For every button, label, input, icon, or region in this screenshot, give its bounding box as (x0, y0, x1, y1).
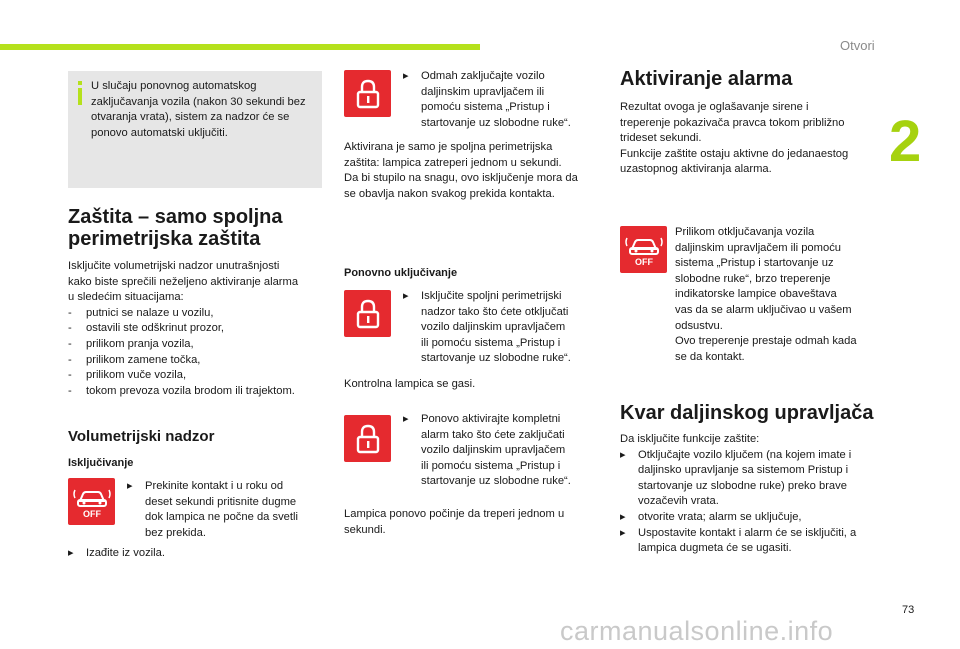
section-heading-perimeter: Zaštita – samo spoljna perimetrijska zaštita (68, 206, 283, 250)
arrow-bullet-icon: ▸ (403, 290, 409, 302)
step-reactivate: ▸ Ponovo aktivirajte kompletni alarm tako što ćete zaključati vozilo daljinskim upravljačem ili pomoću sistema „Pristup i startovanje uz slobodne ruke“. (403, 413, 571, 488)
list-item: - putnici se nalaze u vozilu, (68, 306, 214, 319)
arrow-bullet-icon: ▸ (127, 480, 133, 492)
list-item: ▸ Otključajte vozilo ključem (na kojem imate i daljinsko upravljanje sa sistemom Pristup i startovanje uz slobodne ruke) preko brave vozačevih vrata. (620, 448, 852, 508)
note-lamp-blink: Lampica ponovo počinje da treperi jednom u sekundi. (344, 508, 565, 536)
arrow-bullet-icon: ▸ (620, 510, 626, 523)
section-heading-alarm: Aktiviranje alarma (620, 68, 793, 90)
padlock-icon (344, 415, 391, 462)
page-number: 73 (902, 604, 915, 616)
svg-text:OFF: OFF (634, 256, 653, 267)
perimeter-active-text: Aktivirana je samo je spoljna perimetrijska zaštita: lampica zatreperi jednom u sekundi. Da bi stupilo na snagu, ovo isključenje mora da se obavlja nakon svakog prekida kontakta. (344, 141, 578, 200)
remote-failure-text: Da isključite funkcije zaštite: ▸ Otključajte vozilo ključem (na kojem imate i daljinsko upravljanje sa sistemom Pristup i startovanje uz slobodne ruke) preko brave vozačevih vrata. ▸ otvorite vrata; alarm se uključuje, ▸ Uspostavite kontakt i alarm će se isključiti, a lampica dugmeta će se ugasiti. (620, 432, 890, 557)
step-lock-now: ▸ Odmah zaključajte vozilo daljinskim upravljačem ili pomoću sistema „Pristup i startovanje uz slobodne ruke“. (403, 70, 571, 129)
label-reactivate: Ponovno uključivanje (344, 267, 458, 279)
subheading-volumetric: Volumetrijski nadzor (68, 428, 215, 445)
list-item: - prilikom zamene točka, (68, 353, 201, 366)
car-alarm-off-icon (620, 226, 667, 273)
step-exit: ▸ Izađite iz vozila. (68, 546, 328, 562)
section-title: Otvori (840, 38, 875, 53)
list-item: - ostavili ste odškrinut prozor, (68, 322, 225, 335)
note-lamp-off: Kontrolna lampica se gasi. (344, 378, 476, 390)
watermark: carmanualsonline.info (560, 616, 834, 646)
arrow-bullet-icon: ▸ (620, 448, 626, 461)
list-item: ▸ Uspostavite kontakt i alarm će se isključiti, a lampica dugmeta će se ugasiti. (620, 526, 857, 555)
section-heading-remote-failure: Kvar daljinskog upravljača (620, 402, 874, 424)
padlock-icon (344, 290, 391, 337)
list-item: - tokom prevoza vozila brodom ili trajektom. (68, 384, 295, 397)
padlock-icon (344, 70, 391, 117)
arrow-bullet-icon: ▸ (68, 547, 74, 559)
step-disable: ▸ Prekinite kontakt i u roku od deset sekundi pritisnite dugme dok lampica ne počne da svetli bez prekida. (127, 480, 298, 539)
alarm-triggered-text: Prilikom otključavanja vozila daljinskim upravljačem ili pomoću sistema „Pristup i startovanje uz slobodne ruke“, brzo treperenje indikatorske lampice obaveštava vas da se alarm uključivao u vašem odsustvu. Ovo treperenje prestaje odmah kada se da kontakt. (675, 226, 857, 363)
arrow-bullet-icon: ▸ (403, 70, 409, 82)
list-item: - prilikom pranja vozila, (68, 337, 194, 350)
step-unlock: ▸ Isključite spoljni perimetrijski nadzor tako što ćete otključati vozilo daljinskim upravljačem ili pomoću sistema „Pristup i startovanje uz slobodne ruke“. (403, 290, 571, 365)
arrow-bullet-icon: ▸ (620, 526, 626, 539)
svg-text:OFF: OFF (82, 508, 101, 519)
list-item: - prilikom vuče vozila, (68, 369, 187, 382)
arrow-bullet-icon: ▸ (403, 413, 409, 425)
perimeter-intro: Isključite volumetrijski nadzor unutrašnjosti kako biste sprečili neželjeno aktiviranje alarma u sledećim situacijama: - putnici se nalaze u vozilu, - ostavili ste odškrinut prozor, - prilikom pranja vozila, - prilikom zamene točka, - prilikom vuče vozila, - tokom prevoza vozila brodom ili trajektom. (68, 259, 328, 399)
section-color-bar (0, 44, 480, 50)
car-alarm-off-icon (68, 478, 115, 525)
chapter-number: 2 (889, 109, 922, 174)
alarm-text: Rezultat ovoga je oglašavanje sirene i treperenje pokazivača pravca tokom približno trideset sekundi. Funkcije zaštite ostaju aktivne do jedanaestog uzastopnog aktiviranja alarma. (620, 101, 849, 176)
info-text: U slučaju ponovnog automatskog zaključavanja vozila (nakon 30 sekundi bez otvaranja vrata), sistem za nadzor će se ponovo automatski uključiti. (91, 80, 306, 139)
list-item: ▸ otvorite vrata; alarm se uključuje, (620, 510, 890, 526)
label-disable: Isključivanje (68, 457, 134, 469)
info-icon (78, 81, 82, 105)
